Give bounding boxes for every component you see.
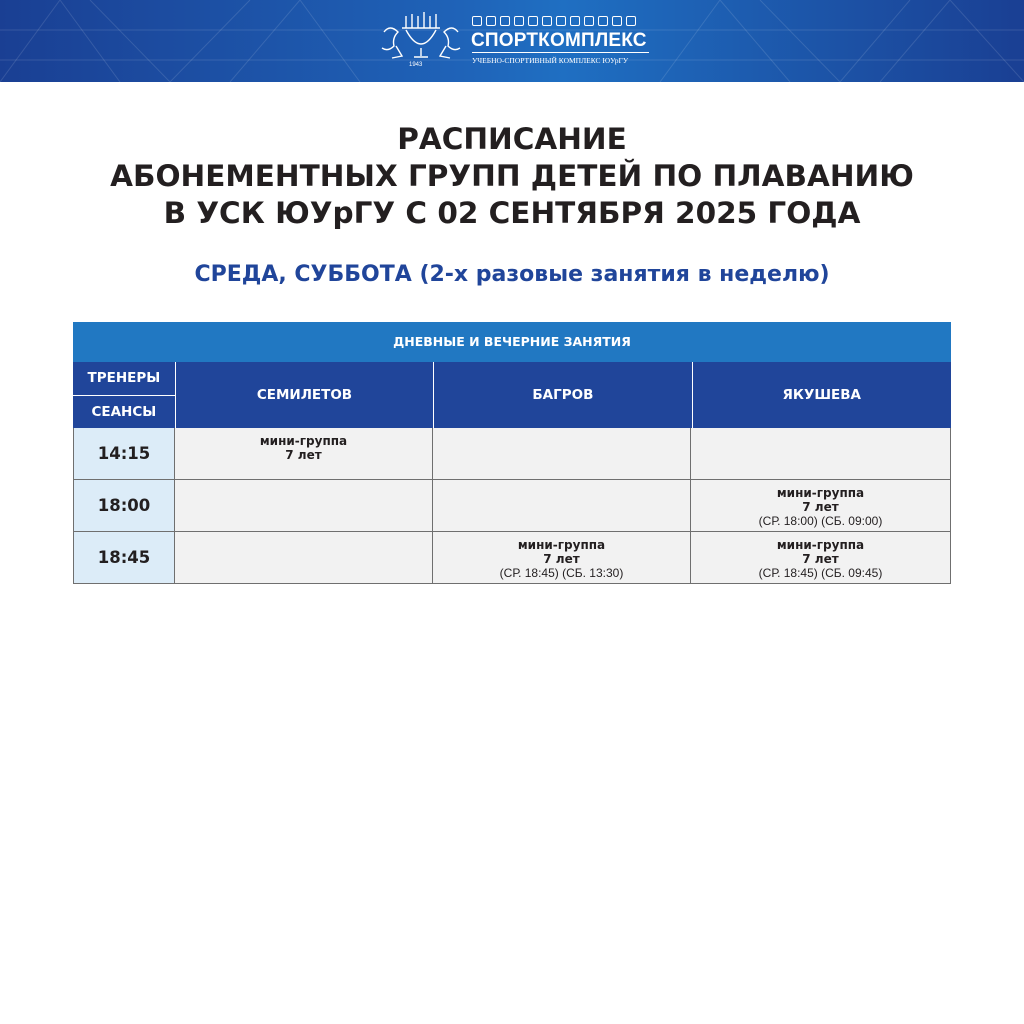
table-row — [73, 480, 951, 532]
table-header-row — [73, 362, 951, 428]
sport-icon — [472, 16, 482, 26]
sport-icon — [500, 16, 510, 26]
sport-icon — [556, 16, 566, 26]
age-label: 7 лет — [802, 500, 839, 514]
corner-cell — [73, 362, 175, 428]
table-row — [73, 532, 951, 584]
coach-header: ЯКУШЕВА — [692, 362, 951, 428]
session-time: 14:15 — [73, 428, 175, 479]
sport-icons-row — [472, 16, 636, 26]
age-label: 7 лет — [285, 448, 322, 462]
sport-icon — [626, 16, 636, 26]
title-line-2: АБОНЕМЕНТНЫХ ГРУПП ДЕТЕЙ ПО ПЛАВАНИЮ — [110, 159, 914, 193]
table-band: ДНЕВНЫЕ И ВЕЧЕРНИЕ ЗАНЯТИЯ — [73, 322, 951, 362]
title-line-1: РАСПИСАНИЕ — [397, 122, 627, 156]
title-line-3: В УСК ЮУрГУ С 02 СЕНТЯБРЯ 2025 ГОДА — [163, 196, 861, 230]
brand-divider — [472, 52, 649, 53]
coaches-label: ТРЕНЕРЫ — [73, 362, 175, 396]
sport-icon — [542, 16, 552, 26]
logo — [376, 12, 651, 72]
sport-icon — [612, 16, 622, 26]
table-row — [73, 428, 951, 480]
sport-icon — [528, 16, 538, 26]
sport-icon — [598, 16, 608, 26]
days-label: (СР. 18:45) (СБ. 13:30) — [499, 566, 624, 580]
brand-subtitle: УЧЕБНО-СПОРТИВНЫЙ КОМПЛЕКС ЮУрГУ — [472, 56, 629, 65]
schedule-cell — [175, 480, 433, 531]
schedule-table — [73, 322, 951, 584]
schedule-cell — [433, 480, 691, 531]
group-label: мини-группа — [776, 486, 865, 500]
schedule-cell — [433, 428, 691, 479]
sport-icon — [486, 16, 496, 26]
sport-icon — [584, 16, 594, 26]
coach-header: БАГРОВ — [433, 362, 691, 428]
schedule-cell — [691, 428, 951, 479]
header-banner — [0, 0, 1024, 82]
schedule-cell — [175, 532, 433, 583]
sport-icon — [570, 16, 580, 26]
age-label: 7 лет — [543, 552, 580, 566]
session-time: 18:00 — [73, 480, 175, 531]
schedule-cell — [175, 428, 433, 479]
days-label: (СР. 18:45) (СБ. 09:45) — [758, 566, 883, 580]
schedule-cell — [691, 532, 951, 583]
year-label: 1943 — [409, 62, 423, 68]
schedule-cell — [433, 532, 691, 583]
coach-header: СЕМИЛЕТОВ — [175, 362, 433, 428]
group-label: мини-группа — [259, 434, 348, 448]
group-label: мини-группа — [517, 538, 606, 552]
schedule-days: СРЕДА, СУББОТА (2-х разовые занятия в неделю) — [194, 262, 830, 287]
days-label: (СР. 18:00) (СБ. 09:00) — [758, 514, 883, 528]
schedule-cell — [691, 480, 951, 531]
page-title — [0, 121, 1024, 232]
age-label: 7 лет — [802, 552, 839, 566]
sessions-label: СЕАНСЫ — [73, 396, 175, 429]
session-time: 18:45 — [73, 532, 175, 583]
group-label: мини-группа — [776, 538, 865, 552]
brand-name: СПОРТКОМПЛЕКС — [471, 30, 647, 51]
sport-icon — [514, 16, 524, 26]
